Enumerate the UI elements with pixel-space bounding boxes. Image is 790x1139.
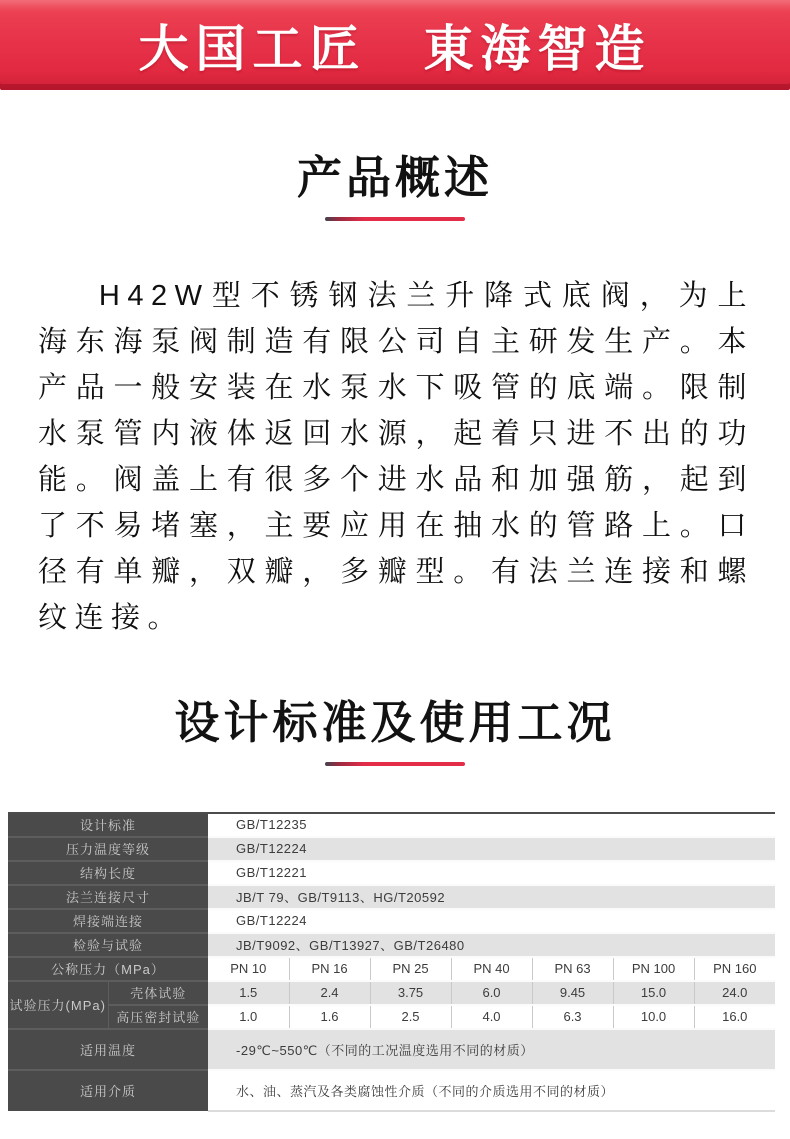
table-row-nominal-pressure [8, 957, 775, 981]
value-cell: 24.0 [694, 981, 775, 1005]
overview-paragraph: H42W型不锈钢法兰升降式底阀，为上海东海泵阀制造有限公司自主研发生产。本产品一般安装在水泵水下吸管的底端。限制水泵管内液体返回水源，起着只进不出的功能。阀盖上有很多个进水品和加强筋，起到了不易堵塞，主要应用在抽水的管路上。口径有单瓣，双瓣，多瓣型。有法兰连接和螺纹连接。 [38, 279, 754, 634]
row-value: GB/T12224 [208, 909, 775, 933]
value-cell: 1.6 [289, 1005, 370, 1029]
row-label: 设计标准 [8, 813, 208, 837]
overview-title: 产品概述 [296, 152, 493, 203]
pn-cell: PN 100 [613, 957, 694, 981]
row-label: 焊接端连接 [8, 909, 208, 933]
row-value: GB/T12235 [208, 813, 775, 837]
row-label: 压力温度等级 [8, 837, 208, 861]
spec-table-container [8, 812, 775, 1112]
row-sublabel: 壳体试验 [108, 981, 208, 1005]
pn-cell: PN 63 [532, 957, 613, 981]
table-row-temperature [8, 1029, 775, 1070]
value-cell: 6.0 [451, 981, 532, 1005]
row-label: 法兰连接尺寸 [8, 885, 208, 909]
specs-title-underline [325, 762, 465, 766]
value-cell: 1.0 [208, 1005, 289, 1029]
table-row-medium [8, 1070, 775, 1111]
spec-table [8, 812, 775, 1112]
value-cell: 2.4 [289, 981, 370, 1005]
pn-cell: PN 10 [208, 957, 289, 981]
value-cell: 10.0 [613, 1005, 694, 1029]
row-value: JB/T 79、GB/T9113、HG/T20592 [208, 885, 775, 909]
table-row-pressure-temp-class [8, 837, 775, 861]
value-cell: 16.0 [694, 1005, 775, 1029]
row-value: 水、油、蒸汽及各类腐蚀性介质（不同的介质选用不同的材质） [208, 1070, 775, 1111]
value-cell: 3.75 [370, 981, 451, 1005]
row-value: GB/T12221 [208, 861, 775, 885]
value-cell: 1.5 [208, 981, 289, 1005]
value-cell: 2.5 [370, 1005, 451, 1029]
pn-cell: PN 25 [370, 957, 451, 981]
value-cell: 9.45 [532, 981, 613, 1005]
row-label: 检验与试验 [8, 933, 208, 957]
pn-cell: PN 16 [289, 957, 370, 981]
overview-title-underline [325, 217, 465, 221]
row-value: -29℃~550℃（不同的工况温度选用不同的材质） [208, 1029, 775, 1070]
banner-title: 大国工匠 東海智造 [138, 21, 652, 77]
value-cell: 15.0 [613, 981, 694, 1005]
table-row-inspection-test [8, 933, 775, 957]
section-overview-heading [0, 152, 790, 221]
row-label: 公称压力（MPa） [8, 957, 208, 981]
row-value: GB/T12224 [208, 837, 775, 861]
value-cell: 4.0 [451, 1005, 532, 1029]
row-label: 适用介质 [8, 1070, 208, 1111]
pn-cell: PN 40 [451, 957, 532, 981]
table-row-structure-length [8, 861, 775, 885]
table-row-flange-dims [8, 885, 775, 909]
table-row-hp-seal-test [8, 1005, 775, 1029]
table-row-weld-end [8, 909, 775, 933]
table-row-shell-test [8, 981, 775, 1005]
specs-title: 设计标准及使用工况 [174, 696, 616, 748]
row-label: 适用温度 [8, 1029, 208, 1070]
row-label-test-pressure: 试验压力(MPa) [8, 981, 108, 1029]
section-specs-heading [0, 697, 790, 766]
row-value: JB/T9092、GB/T13927、GB/T26480 [208, 933, 775, 957]
pn-cell: PN 160 [694, 957, 775, 981]
row-sublabel: 高压密封试验 [108, 1005, 208, 1029]
value-cell: 6.3 [532, 1005, 613, 1029]
row-label: 结构长度 [8, 861, 208, 885]
table-row-design-standard [8, 813, 775, 837]
top-banner [0, 0, 790, 90]
